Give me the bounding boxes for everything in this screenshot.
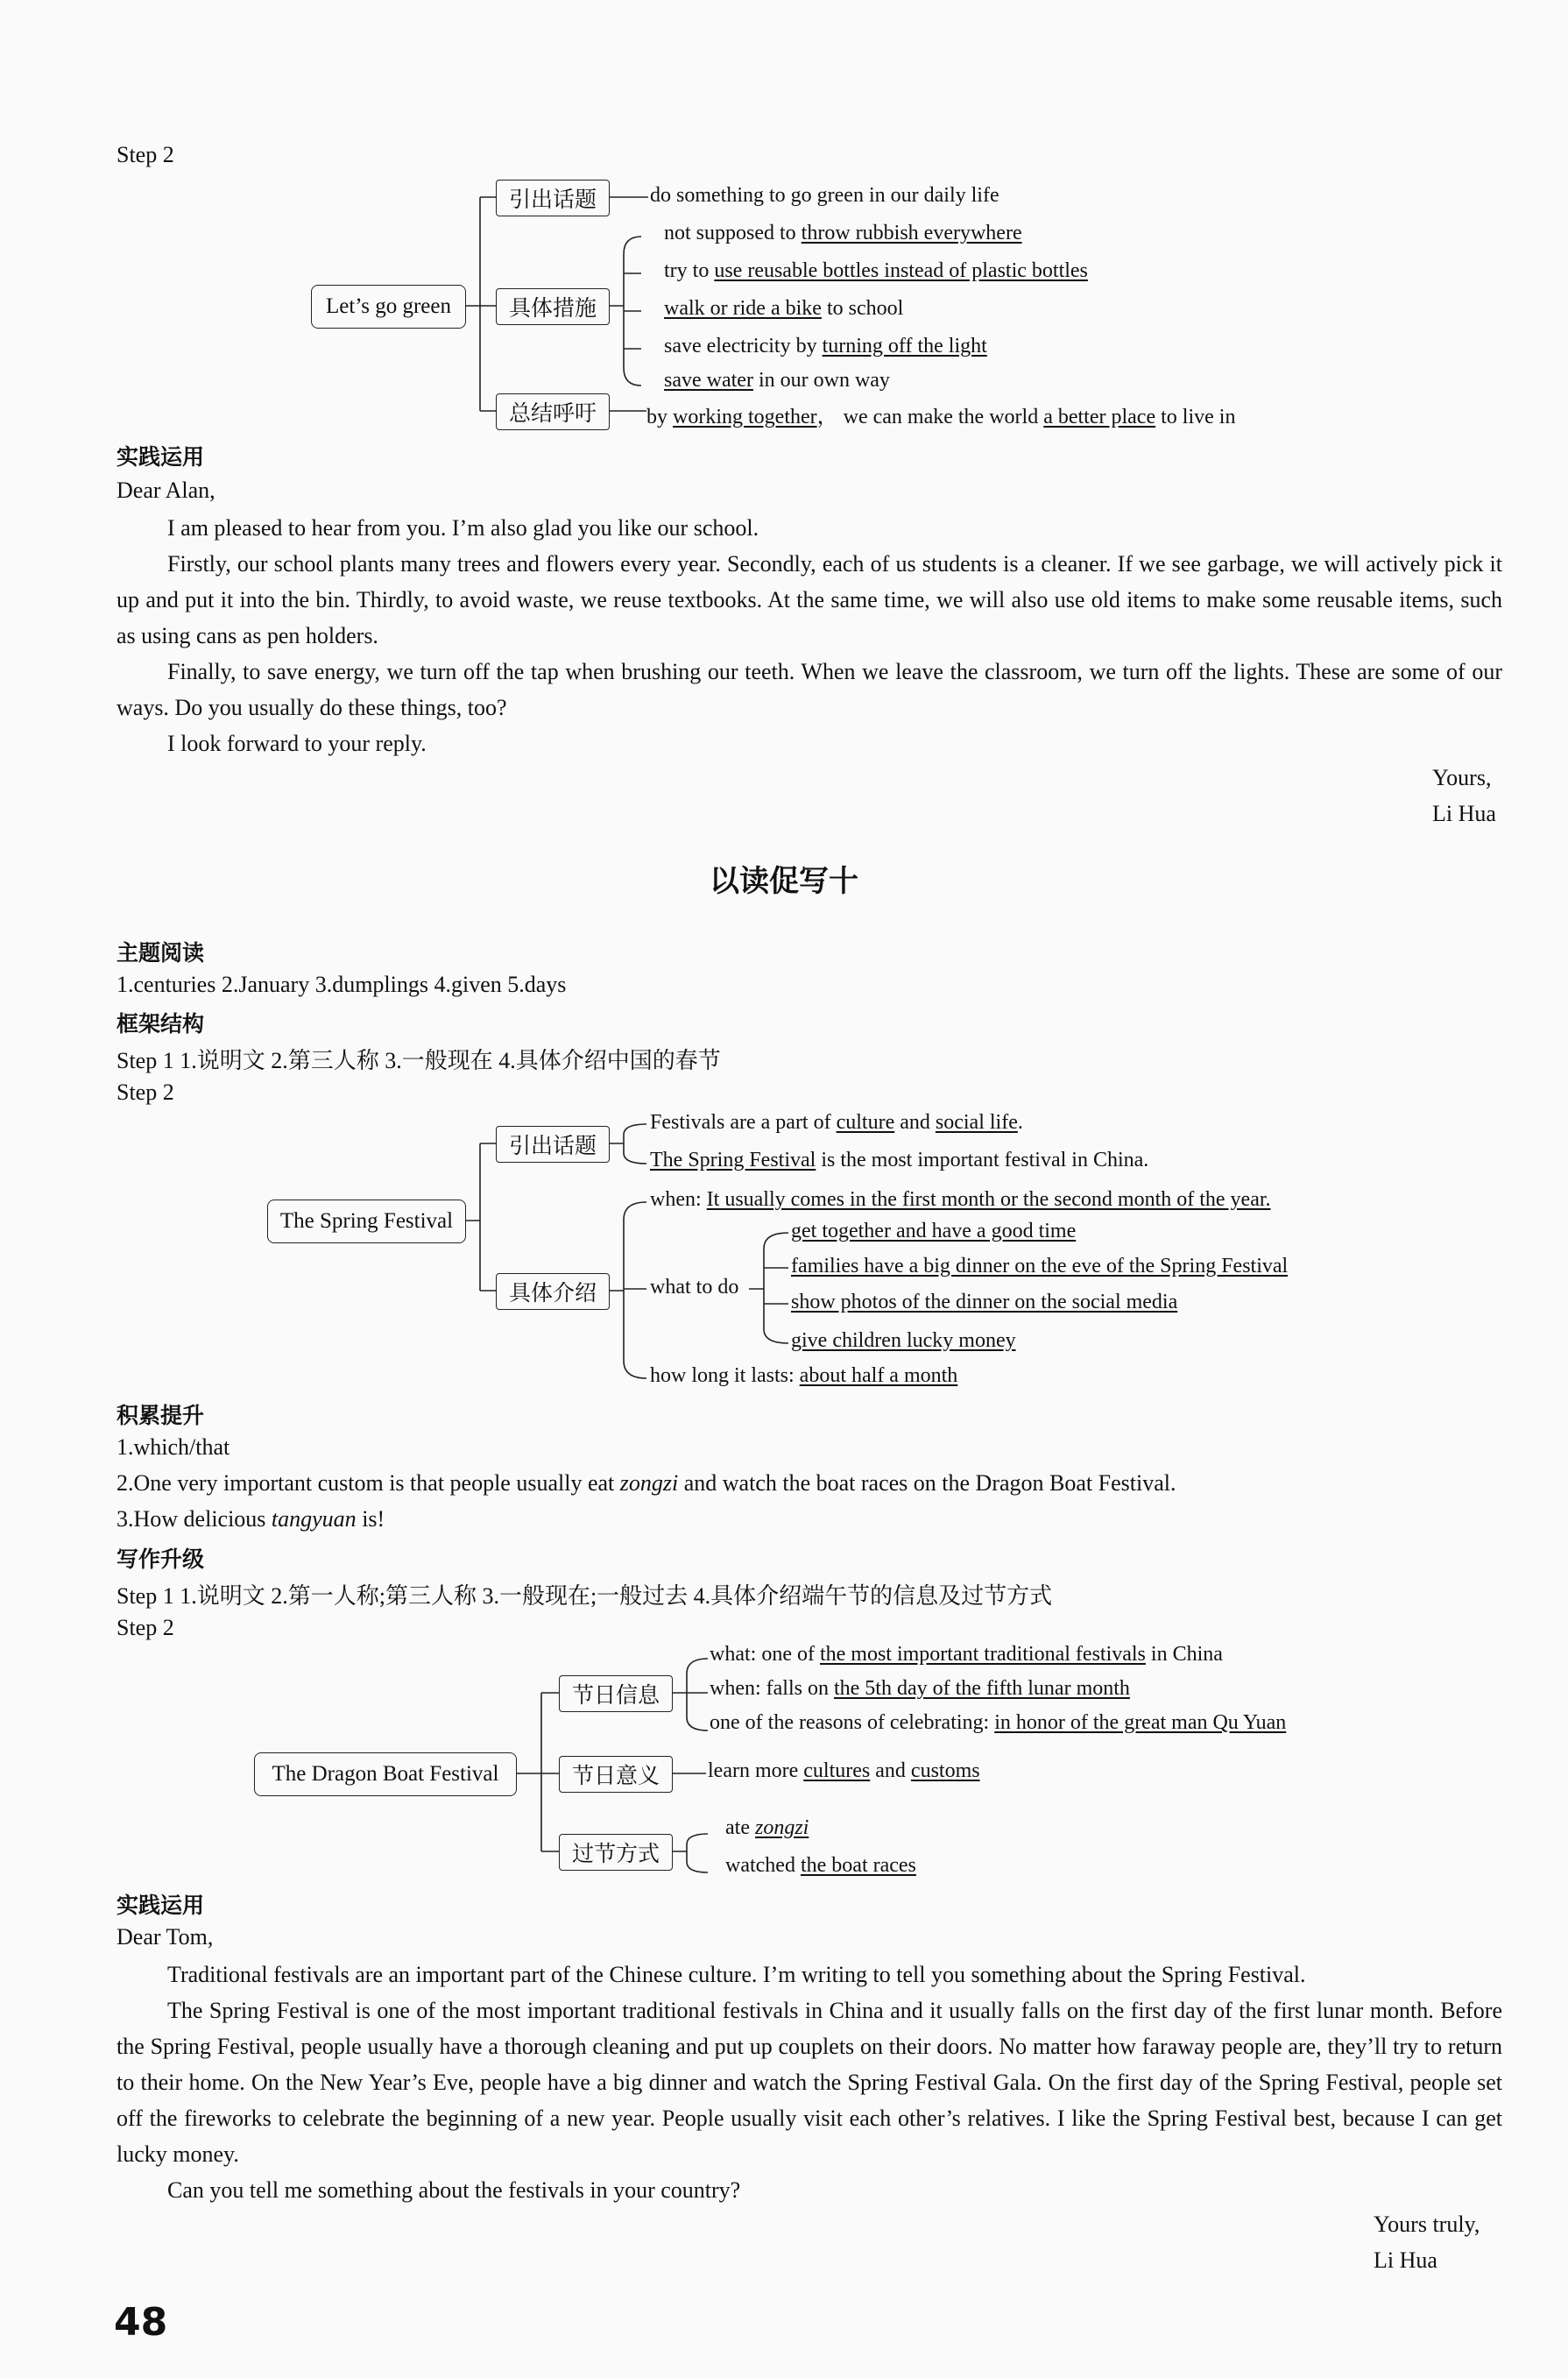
dragon-branch-info: 节日信息 bbox=[559, 1675, 673, 1712]
dragon-branch-customs: 过节方式 bbox=[559, 1834, 673, 1871]
section-heading-reading: 主题阅读 bbox=[117, 940, 205, 966]
spring-activity-2: families have a big dinner on the eve of the Spring Festival bbox=[791, 1255, 1289, 1277]
spring-duration: how long it lasts: about half a month bbox=[650, 1364, 958, 1387]
green-measure-4: save electricity by turning off the light bbox=[664, 335, 987, 357]
step2-label: Step 2 bbox=[117, 142, 174, 167]
spring-activity-4: give children lucky money bbox=[791, 1329, 1016, 1352]
dragon-branch-meaning: 节日意义 bbox=[559, 1756, 673, 1793]
letter1-paragraph-1: I am pleased to hear from you. I’m also glad you like our school. bbox=[167, 515, 759, 541]
reading-answers: 1.centuries 2.January 3.dumplings 4.given 5.days bbox=[117, 972, 567, 997]
spring-when: when: It usually comes in the first month or the second month of the year. bbox=[650, 1188, 1271, 1211]
spring-branch-topic: 引出话题 bbox=[496, 1126, 610, 1163]
letter1-signature: Li Hua bbox=[1432, 801, 1496, 826]
accumulate-2: 2.One very important custom is that people usually eat zongzi and watch the boat races on the Dragon Boat Festival. bbox=[117, 1470, 1176, 1496]
dragon-custom-1: ate zongzi bbox=[725, 1816, 809, 1839]
accumulate-1: 1.which/that bbox=[117, 1434, 230, 1460]
green-branch-summary: 总结呼吁 bbox=[496, 393, 610, 430]
green-summary-text: by working together， we can make the world a better place to live in bbox=[646, 406, 1236, 428]
green-measure-3: walk or ride a bike to school bbox=[664, 297, 904, 320]
spring-topic-2: The Spring Festival is the most important festival in China. bbox=[650, 1149, 1149, 1171]
letter1-closing: Yours, bbox=[1432, 765, 1492, 790]
section-heading-practice-2: 实践运用 bbox=[117, 1893, 205, 1918]
spring-branch-detail: 具体介绍 bbox=[496, 1273, 610, 1310]
letter2-paragraph-3: Can you tell me something about the festivals in your country? bbox=[167, 2177, 741, 2203]
writing-step1: Step 1 1.说明文 2.第一人称;第三人称 3.一般现在;一般过去 4.具体介绍端午节的信息及过节方式 bbox=[117, 1583, 1053, 1609]
section-title: 以读促写十 bbox=[710, 864, 858, 899]
dragon-info-what: what: one of the most important traditional festivals in China bbox=[710, 1643, 1223, 1666]
spring-what-to-do: what to do bbox=[650, 1276, 739, 1299]
spring-topic-1: Festivals are a part of culture and social life. bbox=[650, 1111, 1023, 1134]
section-heading-writing: 写作升级 bbox=[117, 1546, 205, 1572]
dragon-info-when: when: falls on the 5th day of the fifth lunar month bbox=[710, 1677, 1130, 1700]
green-measure-2: try to use reusable bottles instead of plastic bottles bbox=[664, 259, 1088, 282]
letter1-paragraph-3: Finally, to save energy, we turn off the tap when brushing our teeth. When we leave the classroom, we turn off the lights. These are some of our ways. Do you usually do these things, too? bbox=[117, 659, 1502, 720]
spring-activity-3: show photos of the dinner on the social media bbox=[791, 1291, 1178, 1313]
section-heading-frame: 框架结构 bbox=[117, 1011, 205, 1037]
section-heading-practice-1: 实践运用 bbox=[117, 444, 205, 470]
dragon-custom-2: watched the boat races bbox=[725, 1854, 916, 1877]
dragon-info-reason: one of the reasons of celebrating: in honor of the great man Qu Yuan bbox=[710, 1711, 1287, 1734]
page-number: 48 bbox=[114, 2300, 168, 2345]
spring-root-node: The Spring Festival bbox=[267, 1200, 466, 1243]
accumulate-3: 3.How delicious tangyuan is! bbox=[117, 1506, 385, 1532]
green-branch-topic: 引出话题 bbox=[496, 180, 610, 216]
letter1-greeting: Dear Alan, bbox=[117, 478, 215, 503]
letter2-greeting: Dear Tom, bbox=[117, 1924, 214, 1950]
green-measure-1: not supposed to throw rubbish everywhere bbox=[664, 222, 1022, 244]
letter2-paragraph-2: The Spring Festival is one of the most important traditional festivals in China and it usually falls on the first day of the first lunar month. Before the Spring Festival, people usually have a thorough cleaning and put up couplets on their doors. No matter how faraway people are, they’ll try to return to their home. On the New Year’s Eve, people have a big dinner and watch the Spring Festival Gala. On the first day of the Spring Festival, people set off the fireworks to celebrate the beginning of a new year. People usually visit each other’s relatives. I like the Spring Festival best, because I can get lucky money. bbox=[117, 1998, 1502, 2167]
green-topic-text: do something to go green in our daily life bbox=[650, 184, 999, 207]
letter2-paragraph-1: Traditional festivals are an important part of the Chinese culture. I’m writing to tell you something about the Spring Festival. bbox=[167, 1962, 1306, 1987]
green-root-node: Let’s go green bbox=[311, 285, 466, 329]
letter2-signature: Li Hua bbox=[1374, 2247, 1437, 2273]
frame-step1: Step 1 1.说明文 2.第三人称 3.一般现在 4.具体介绍中国的春节 bbox=[117, 1048, 721, 1073]
letter1-paragraph-2: Firstly, our school plants many trees and flowers every year. Secondly, each of us students is a cleaner. If we see garbage, we will actively pick it up and put it into the bin. Thirdly, to avoid waste, we reuse textbooks. At the same time, we will also use old items to make some reusable items, such as using cans as pen holders. bbox=[117, 551, 1502, 648]
letter1-paragraph-4: I look forward to your reply. bbox=[167, 731, 427, 756]
section-heading-accumulate: 积累提升 bbox=[117, 1403, 205, 1428]
green-measure-5: save water in our own way bbox=[664, 369, 890, 392]
frame-step2-label: Step 2 bbox=[117, 1079, 174, 1105]
dragon-meaning-text: learn more cultures and customs bbox=[708, 1759, 980, 1782]
dragon-root-node: The Dragon Boat Festival bbox=[254, 1752, 517, 1796]
letter2-closing: Yours truly, bbox=[1374, 2212, 1480, 2237]
spring-activity-1: get together and have a good time bbox=[791, 1220, 1077, 1242]
green-branch-measures: 具体措施 bbox=[496, 288, 610, 325]
writing-step2-label: Step 2 bbox=[117, 1615, 174, 1640]
